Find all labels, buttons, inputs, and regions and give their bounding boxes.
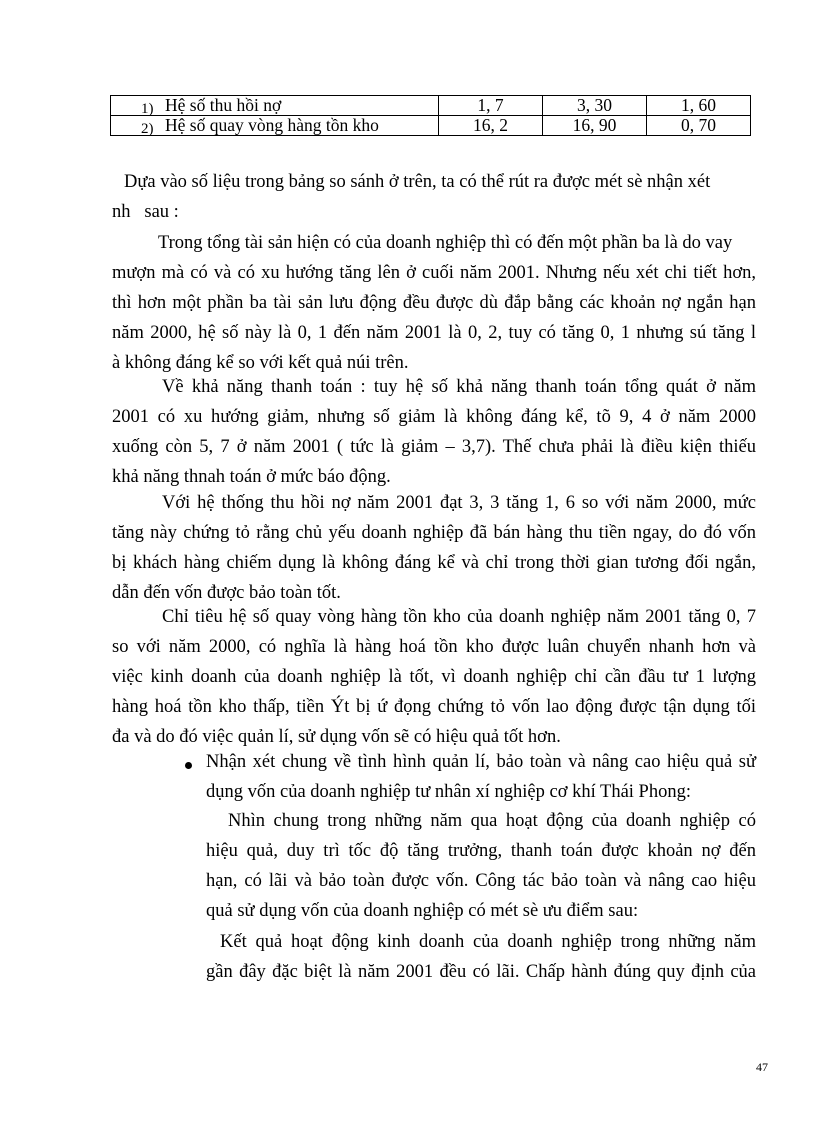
text-line: thì hơn một phần ba tài sản lưu động đều được dù đắp bằng các khoản nợ ngắn hạn [112,293,756,313]
bullet-item [206,747,756,807]
text-line: khả năng thnah toán ở mức báo động. [112,467,391,487]
text-line: Dựa vào số liệu trong bảng so sánh ở trên, ta có thể rút ra được mét sè nhận xét [124,172,711,192]
text-line: năm 2000, hệ số này là 0, 1 đến năm 2001 là 0, 2, tuy có tăng 0, 1 nhưng sú tăng l [112,323,756,343]
text-line: 2001 có xu hướng giảm, nhưng số giảm là không đáng kể, tõ 9, 4 ở năm 2000 [112,407,756,427]
text-line: so với năm 2000, có nghĩa là hàng hoá tồn kho được luân chuyển nhanh hơn và [112,637,756,657]
table-cell-value: 1, 7 [439,96,543,116]
bullet-icon [185,762,192,769]
paragraph-payment [112,372,756,492]
text-line: Nhận xét chung về tình hình quản lí, bảo toàn và nâng cao hiệu quả sử [206,752,756,772]
text-line: Nhìn chung trong những năm qua hoạt động của doanh nghiệp có [228,811,756,831]
table-cell-value: 16, 90 [543,116,647,136]
text-line: Với hệ thống thu hồi nợ năm 2001 đạt 3, 3 tăng 1, 6 so với năm 2000, mức [162,493,756,513]
text-line: Trong tổng tài sản hiện có của doanh nghiệp thì có đến một phần ba là do vay [158,233,733,253]
table-row [111,96,751,116]
text-line: gần đây đặc biệt là năm 2001 đều có lãi. Chấp hành đúng quy định của [206,962,756,982]
text-line: Về khả năng thanh toán : tuy hệ số khả năng thanh toán tổng quát ở năm [162,377,756,397]
table-cell-value: 16, 2 [439,116,543,136]
row-number: 1) [141,101,154,117]
paragraph-inventory [112,602,756,752]
table-row [111,116,751,136]
paragraph-debt [112,488,756,608]
text-line: hàng hoá tồn kho thấp, tiền Ýt bị ứ đọng chứng tỏ vốn lao động được tận dụng tối [112,697,756,717]
table-cell-value: 3, 30 [543,96,647,116]
text-line: Kết quả hoạt động kinh doanh của doanh nghiệp trong những năm [220,932,756,952]
text-line: tăng này chứng tỏ rằng chủ yếu doanh nghiệp đã bán hàng thu tiền ngay, do đó vốn [112,523,756,543]
paragraph-assets [112,228,756,378]
row-label: Hệ số thu hồi nợ [165,95,282,115]
table-cell-label [111,96,439,116]
text-line: Chỉ tiêu hệ số quay vòng hàng tồn kho của doanh nghiệp năm 2001 tăng 0, 7 [162,607,756,627]
text-line: việc kinh doanh của doanh nghiệp là tốt, vì doanh nghiệp chỉ cần đầu tư 1 lượng [112,667,756,687]
text-line: quả sử dụng vốn của doanh nghiệp có mét sè ưu điểm sau: [206,901,639,921]
row-number: 2) [141,121,154,137]
page-number: 47 [756,1060,768,1074]
text-line: đa và do đó việc quản lí, sử dụng vốn sẽ có hiệu quả tốt hơn. [112,727,561,747]
text-line: bị khách hàng chiếm dụng là không đáng kể và chỉ trong thời gian tương đối ngắn, [112,553,756,573]
text-line: mượn mà có và có xu hướng tăng lên ở cuối năm 2001. Nhưng nếu xét chi tiết hơn, [112,263,756,283]
row-label: Hệ số quay vòng hàng tồn kho [165,115,379,135]
paragraph-intro-cont [112,197,752,227]
paragraph-overview [206,806,756,926]
text-line: nh sau : [112,202,179,222]
text-line: hiệu quả, duy trì tốc độ tăng trưởng, thanh toán được khoản nợ đến [206,841,756,861]
table-cell-value: 1, 60 [647,96,751,116]
text-line: dẫn đến vốn được bảo toàn tốt. [112,583,341,603]
text-line: à không đáng kể so với kết quả núi trên. [112,353,409,373]
comparison-table [110,95,751,136]
text-line: xuống còn 5, 7 ở năm 2001 ( tức là giảm – 3,7). Thế chưa phải là điều kiện thiếu [112,437,756,457]
paragraph-intro [124,167,756,197]
table-cell-label [111,116,439,136]
text-line: dụng vốn của doanh nghiệp tư nhân xí nghiệp cơ khí Thái Phong: [206,782,691,802]
paragraph-results [206,927,756,987]
text-line: hạn, có lãi và bảo toàn được vốn. Công tác bảo toàn và nâng cao hiệu [206,871,756,891]
table-cell-value: 0, 70 [647,116,751,136]
